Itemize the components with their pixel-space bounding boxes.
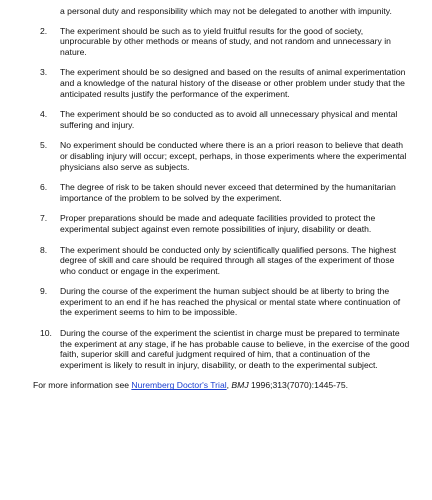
list-item-text: The experiment should be conducted only by scientifically qualified persons. The highest degree of skill and care should be required through all stages of the experiment of those who conduct or engage in the experiment. [60,244,397,276]
list-item-text: During the course of the experiment the human subject should be at liberty to bring the experiment to an end if he has reached the physical or mental state where continuation of the experiment seems to him to be impossible. [60,286,401,318]
list-item-number: 9. [40,286,48,297]
footer-separator: , [226,380,232,391]
list-item-number: 7. [40,213,48,224]
list-item [40,140,410,172]
list-item-number: 10. [40,328,52,339]
list-item-number: 4. [40,109,48,120]
list-item-text: Proper preparations should be made and adequate facilities provided to protect the experimental subject against even remote possibilities of injury, disability or death. [60,213,376,234]
list-item [40,182,410,203]
citation-details: 1996;313(7070):1445-75. [248,380,348,391]
list-item-number: 6. [40,182,48,193]
list-item-text: The experiment should be so conducted as to avoid all unnecessary physical and mental suffering and injury. [60,109,398,130]
continuation-paragraph: a personal duty and responsibility which may not be delegated to another with impunity. [60,6,392,16]
list-item-text: The degree of risk to be taken should never exceed that determined by the humanitarian importance of the problem to be solved by the experiment. [60,182,396,203]
list-item [40,245,410,277]
list-item-number: 2. [40,25,48,36]
list-item [40,328,410,370]
list-item [40,109,410,130]
numbered-list [40,26,410,371]
list-item [40,67,410,99]
list-item [40,26,410,58]
list-item-text: No experiment should be conducted where there is an a priori reason to believe that death or disabling injury will occur; except, perhaps, in those experiments where the experimental physicians also serve as subjects. [60,140,407,172]
list-item-number: 5. [40,140,48,151]
list-item [40,213,410,234]
list-item [40,286,410,318]
list-item-number: 8. [40,244,48,255]
journal-name: BMJ [231,380,249,391]
nuremberg-trial-link[interactable]: Nuremberg Doctor's Trial [131,380,227,391]
list-item-number: 3. [40,67,48,78]
footer-citation [33,380,410,391]
list-item-text: The experiment should be such as to yield fruitful results for the good of society, unprocurable by other methods or means of study, and not random and unnecessary in nature. [60,25,391,57]
list-item-text: During the course of the experiment the scientist in charge must be prepared to terminate the experiment at any stage, if he has probable cause to believe, in the exercise of the good faith, superior skill and careful judgment required of him, that a continuation of the experiment is likely to result in injury, disability, or death to the experimental subject. [60,328,410,370]
list-item-text: The experiment should be so designed and based on the results of animal experimentation and a knowledge of the natural history of the disease or other problem under study that the anticipated results justify the performance of the experiment. [60,67,406,99]
footer-prefix: For more information see [33,380,132,391]
